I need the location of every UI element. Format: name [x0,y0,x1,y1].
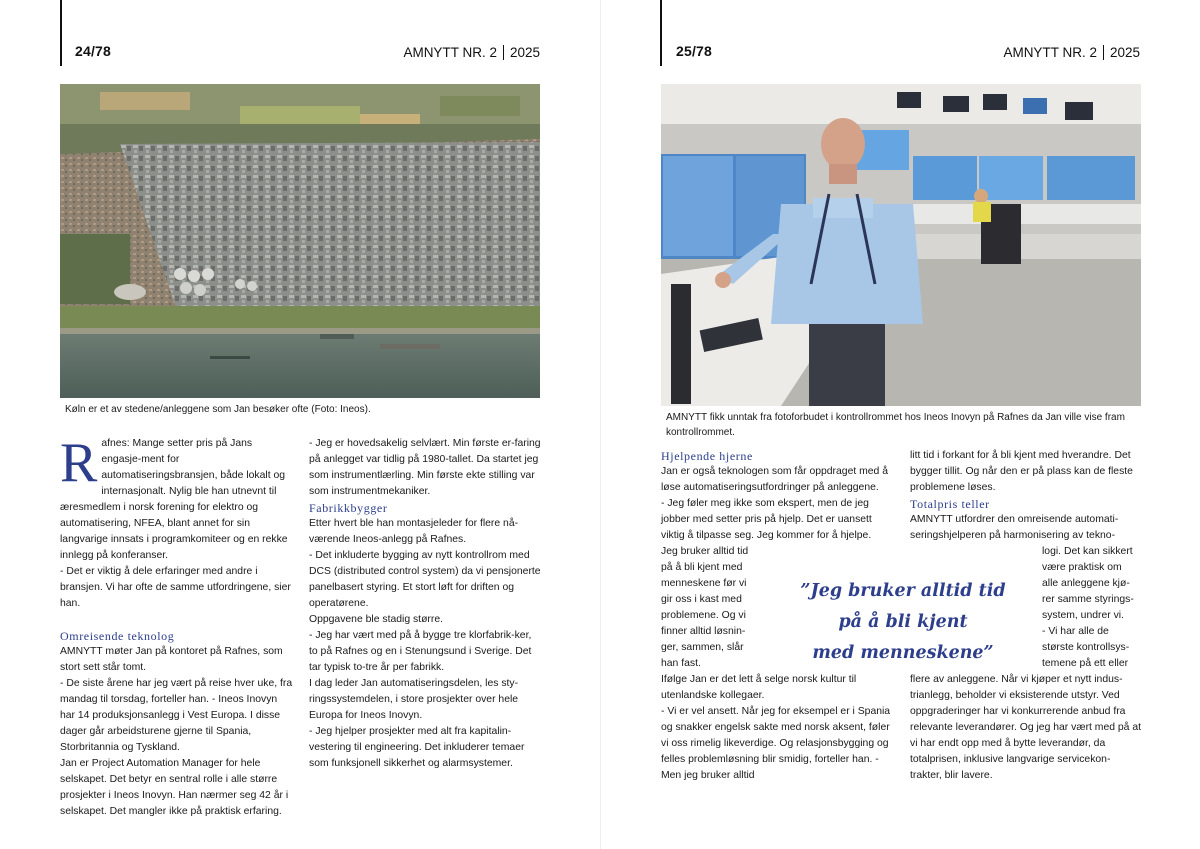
text-line: på å bli kjent med [661,562,743,573]
text-line: - Vi har alle de [1042,626,1109,637]
control-room-image [661,84,1141,406]
right-page [600,0,1200,849]
magazine-header [1003,45,1140,60]
paragraph: AMNYTT møter Jan på kontoret på Rafnes, som stort sett står tomt. [60,646,283,673]
text-line: ger, sammen, slår [661,642,744,653]
paragraph: I dag leder Jan automatiseringsdelen, les sty-ringssystemdelen, i store prosjekter over hele Europa for Ineos Inovyn. [309,678,519,721]
pull-quote [797,576,1009,669]
aerial-photo-koln [60,84,540,398]
text-line: temene på ett eller [1042,658,1129,669]
text-line: gir oss i kast med [661,594,742,605]
paragraph: AMNYTT utfordrer den omreisende automati-seringshjelperen på harmonisering av tekno- [910,514,1119,541]
page-number: 25/78 [676,43,713,59]
paragraph: litt tid i forkant for å bli kjent med hverandre. Det bygger tillit. Og når den er på plass kan de fleste problemene løses. [910,450,1133,493]
paragraph: - Det er viktig å dele erfaringer med andre i bransjen. Vi har ofte de samme utfordringene, sier han. [60,566,291,609]
pull-quote-line: på å bli kjent [838,612,968,632]
intro-paragraph [60,432,294,564]
paragraph: - Jeg har vært med på å bygge tre klorfabrik-ker, to på Rafnes og en i Stenungsund i Sverige. Det tar typisk to-tre år per fabrikk. [309,630,532,673]
paragraph: Jan er også teknologen som får oppdraget med å løse automatiseringsutfordringer på anleggene. [661,466,889,493]
subheading: Fabrikkbygger [309,501,388,515]
text-line: finner alltid løsnin- [661,626,746,637]
text-line: alle anleggene kjø- [1042,578,1130,589]
photo-caption: AMNYTT fikk unntak fra fotoforbudet i kontrollrommet hos Ineos Inovyn på Rafnes da Jan ville vise fram kontrollrommet. [666,412,1125,438]
control-room-photo [661,84,1141,406]
header-rule [60,0,62,66]
photo-caption: Køln er et av stedene/anleggene som Jan besøker ofte (Foto: Ineos). [65,404,371,415]
subheading: Hjelpende hjerne [661,449,753,463]
paragraph: Etter hvert ble han montasjeleder for flere nå-værende Ineos-anlegg på Rafnes. [309,518,519,545]
paragraph: - Det inkluderte bygging av nytt kontrollrom med DCS (distributed control system) da vi pensjonerte panelbasert styring. Et stort løft for driften og operatørene. [309,550,541,609]
magazine-title: AMNYTT NR. 2 [1003,45,1097,60]
text-line: han fast. [661,658,701,669]
magazine-year: 2025 [1109,45,1140,60]
paragraph: - De siste årene har jeg vært på reise hver uke, fra mandag til torsdag, forteller han. - Ineos Inovyn har 14 produksjonsanlegg i Vest Europa. I disse dager går arbeidsturene gjerne til Spania, Storbritannia og Tyskland. [60,678,293,753]
paragraph: - Jeg er hovedsakelig selvlært. Min første er-faring på anlegget var tidlig på 1980-tallet. Da startet jeg som instrumentlærling. Min første ekte stilling var som instrumentmekaniker. [309,438,541,497]
subheading: Totalpris teller [910,497,990,511]
pull-quote-line: ”Jeg bruker alltid tid [800,581,1006,601]
header-rule [660,0,662,66]
header-separator [503,45,504,60]
dropcap: R [60,432,98,494]
pull-quote-line: med menneskene” [812,643,994,663]
text-line: logi. Det kan sikkert [1042,546,1133,557]
text-line: største kontrollsys- [1042,642,1130,653]
text-line: Jeg bruker alltid tid [661,546,749,557]
intro-text: afnes: Mange setter pris på Jans engasje-ment for automatiseringsbransjen, både lokalt og internasjonalt. Nylig ble han utnevnt til æresmedlem i norsk forening for elektro og automatisering, NFEA, blant annet for sin langvarige innsats i programkomiteer og en rekke innlegg på konferanser. [60,438,288,561]
magazine-year: 2025 [509,45,540,60]
magazine-title: AMNYTT NR. 2 [403,45,497,60]
paragraph: flere av anleggene. Når vi kjøper et nytt indus-trianlegg, beholder vi eksisterende utstyr. Ved oppgraderinger har vi konkurrerende anbud fra relevante leverandører. Og jeg har vært med på at vi har endt opp med å bytte leverandør, da totalprisen, inklusive langvarige servicekon-trakter, blir lavere. [910,674,1142,781]
header-separator [1103,45,1104,60]
text-line: problemene. Og vi [661,610,746,621]
page-number: 24/78 [75,43,112,59]
paragraph: Jan er Project Automation Manager for hele selskapet. Det betyr en sentral rolle i alle større prosjekter i Ineos Inovyn. Han nærmer seg 42 år i selskapet. Det mangler ikke på praktisk erfaring. [60,758,289,817]
article-column-2 [309,436,541,772]
text-line: rer samme styrings- [1042,594,1134,605]
text-line: være praktisk om [1042,562,1122,573]
paragraph: - Jeg føler meg ikke som ekspert, men de jeg jobber med setter pris på hjelp. Det er uansett viktig å tilpasse seg. Jeg kommer for å hjelpe. [661,498,872,541]
article-column-1 [60,432,294,820]
text-line: menneskene før vi [661,578,747,589]
paragraph: - Vi er vel ansett. Når jeg for eksempel er i Spania og snakker engelsk sakte med norsk aksent, føler vi oss rimelig likeverdige. Og relasjonsbygging og felles problemløsning blir smidig, forteller han. - Men jeg bruker alltid [661,706,891,781]
subheading: Omreisende teknolog [60,629,175,643]
magazine-header [403,45,540,60]
aerial-industrial-image [60,84,540,398]
text-line: system, undrer vi. [1042,610,1124,621]
paragraph: Ifølge Jan er det lett å selge norsk kultur til utenlandske kollegaer. [661,674,857,701]
paragraph: - Jeg hjelper prosjekter med alt fra kapitalin-vestering til engineering. Det inkluderer temaer som funksjonell sikkerhet og alarmsystemer. [309,726,525,769]
paragraph: Oppgavene ble stadig større. [309,614,443,625]
